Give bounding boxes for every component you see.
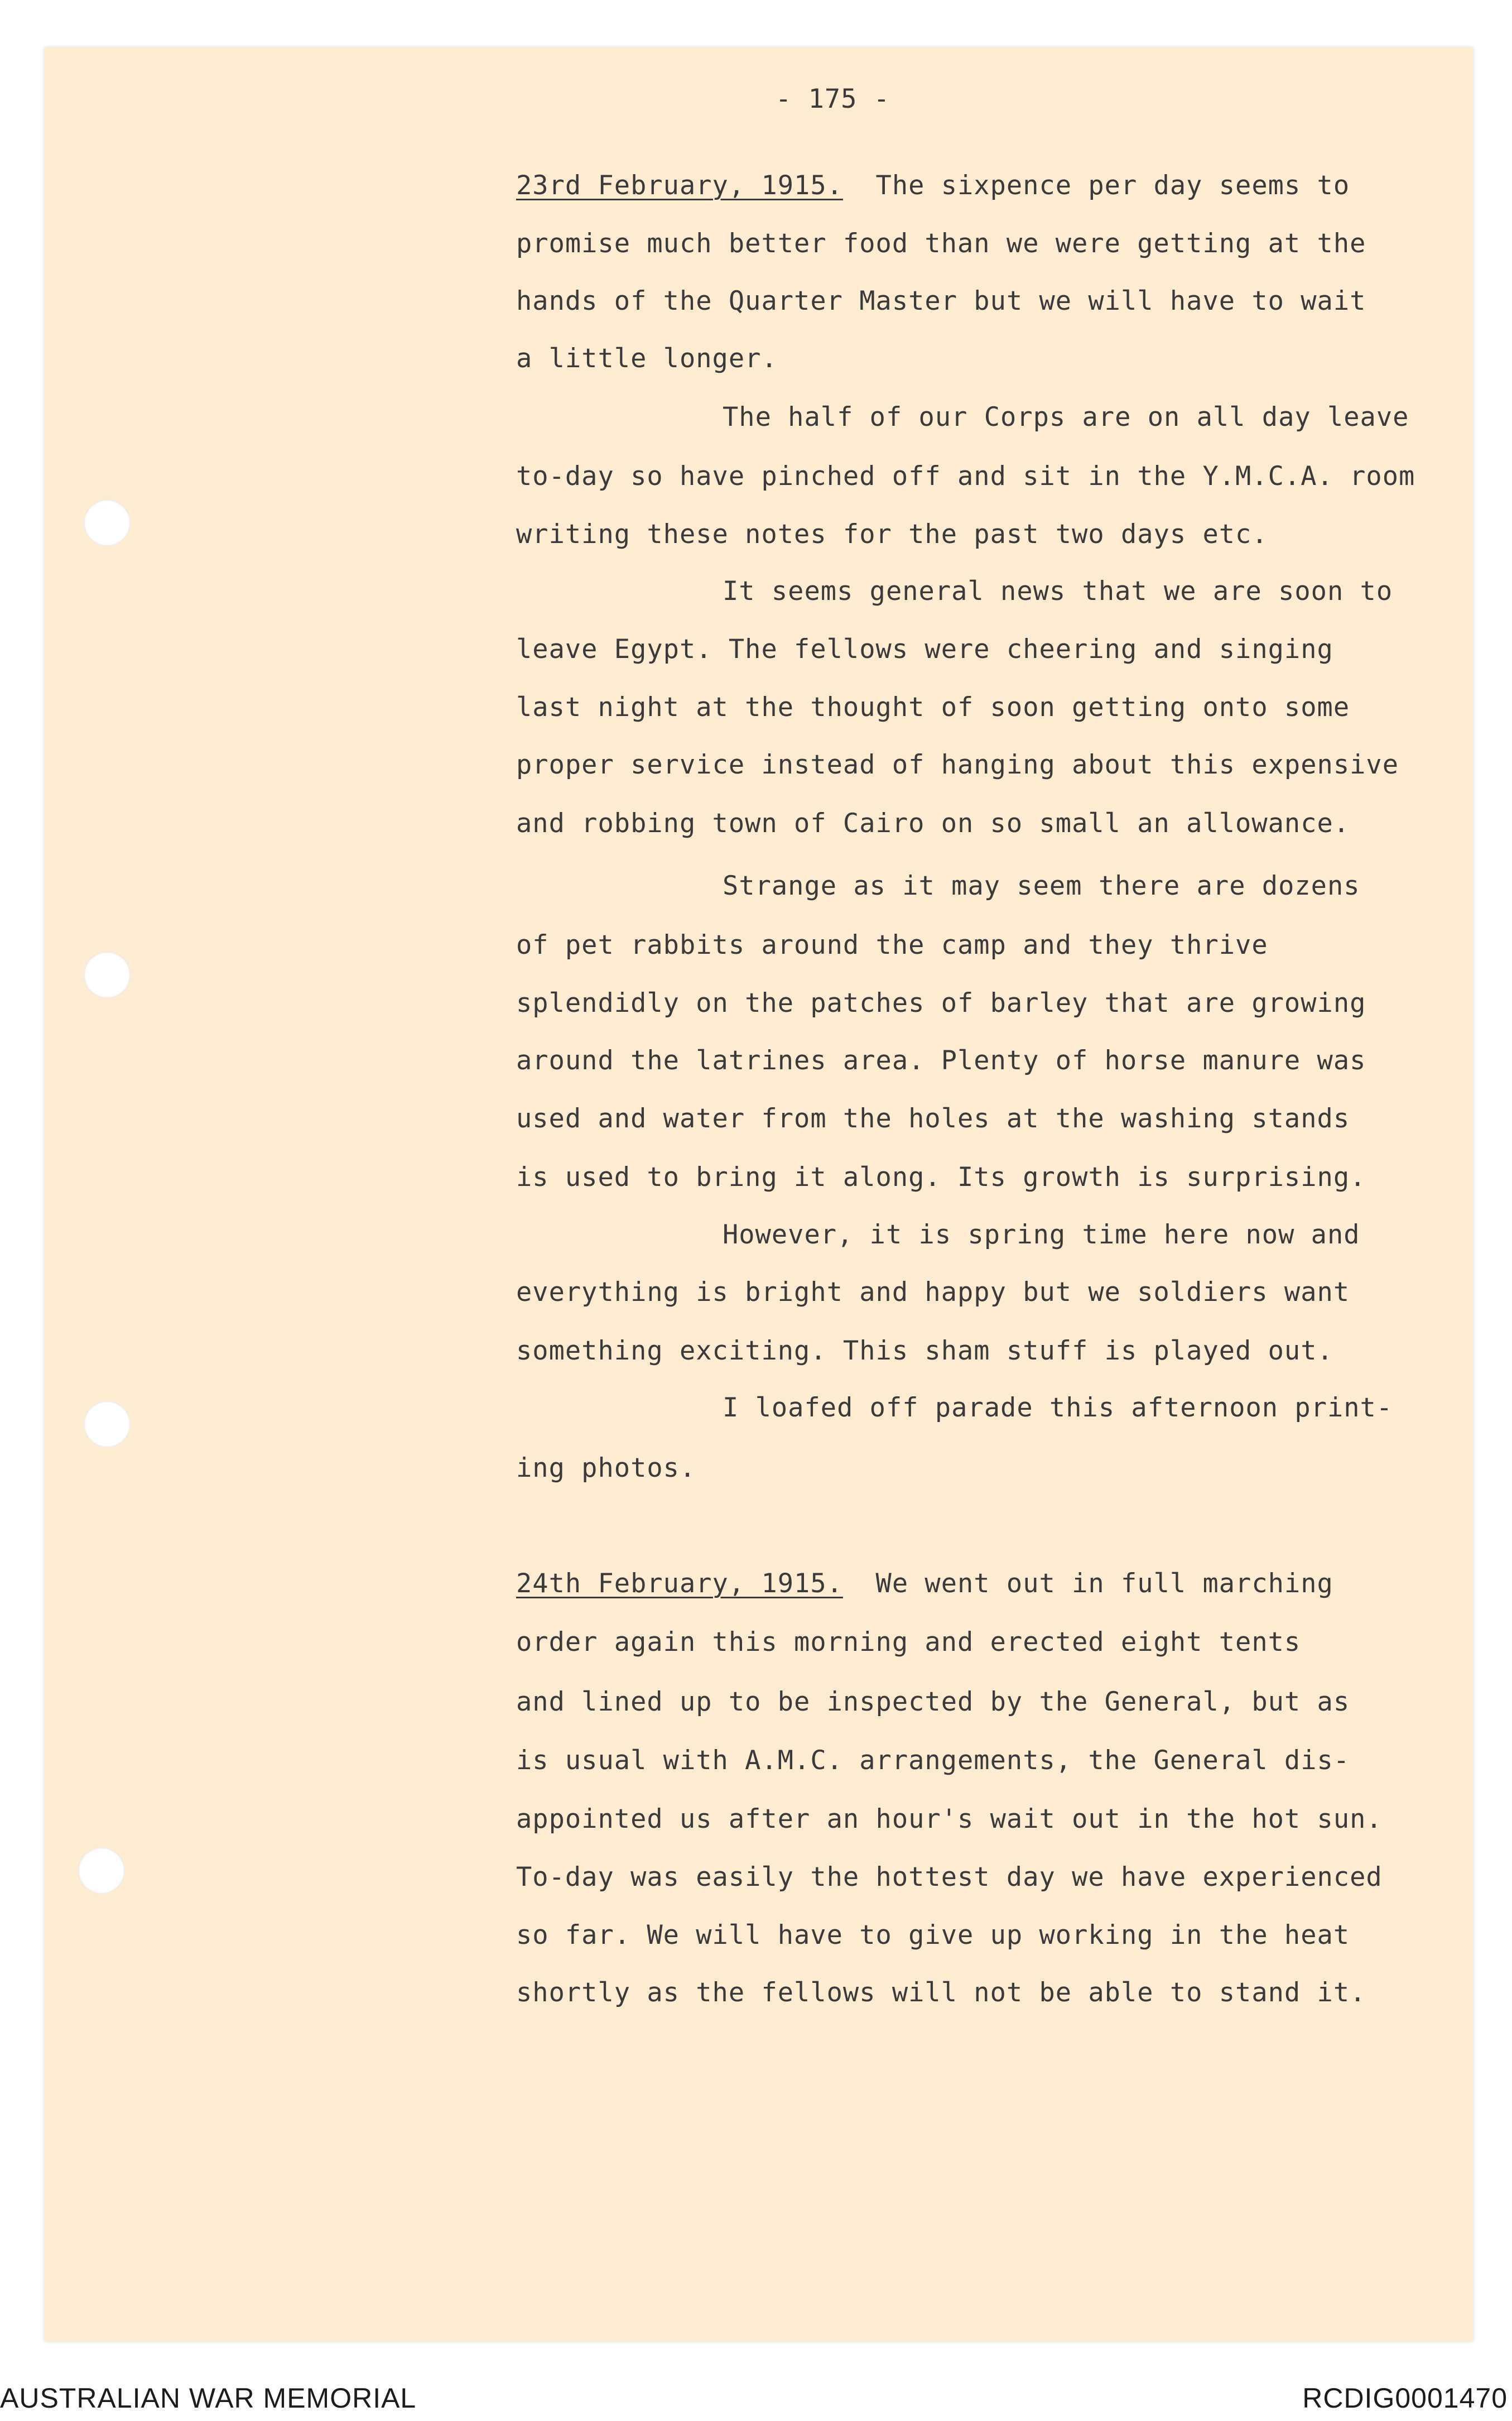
entry-line: ing photos. — [516, 1453, 696, 1483]
entry-line: so far. We will have to give up working in the heat — [516, 1920, 1350, 1951]
archive-id: RCDIG0001470 — [1302, 2382, 1508, 2414]
punch-hole — [84, 952, 131, 998]
entry-line: 24th February, 1915. We went out in full marching — [516, 1568, 1333, 1599]
entry-line: everything is bright and happy but we soldiers want — [516, 1277, 1350, 1308]
entry-line: promise much better food than we were getting at the — [516, 228, 1366, 259]
entry-line: Strange as it may seem there are dozens — [723, 871, 1360, 901]
entry-line: The half of our Corps are on all day leave — [723, 402, 1409, 433]
entry-line: and robbing town of Cairo on so small an allowance. — [516, 808, 1350, 839]
entry-line: To-day was easily the hottest day we have experienced — [516, 1862, 1383, 1892]
entry-line: 23rd February, 1915. The sixpence per day seems to — [516, 170, 1350, 201]
punch-hole — [84, 1401, 131, 1448]
entry-line: is used to bring it along. Its growth is surprising. — [516, 1162, 1366, 1193]
entry-line: order again this morning and erected eight tents — [516, 1627, 1301, 1658]
page-number: - 175 - — [776, 84, 890, 114]
punch-hole — [78, 1847, 125, 1894]
entry-line: It seems general news that we are soon to — [723, 576, 1393, 607]
entry-date: 24th February, 1915. — [516, 1568, 843, 1599]
entry-line: splendidly on the patches of barley that are growing — [516, 988, 1366, 1019]
entry-line: something exciting. This sham stuff is played out. — [516, 1336, 1333, 1366]
entry-line: leave Egypt. The fellows were cheering and singing — [516, 634, 1333, 665]
entry-line: last night at the thought of soon getting onto some — [516, 692, 1350, 723]
punch-hole — [84, 499, 131, 546]
entry-line: writing these notes for the past two days etc. — [516, 519, 1268, 550]
entry-line: around the latrines area. Plenty of horse manure was — [516, 1045, 1366, 1076]
entry-line: and lined up to be inspected by the General, but as — [516, 1687, 1350, 1717]
entry-line: of pet rabbits around the camp and they thrive — [516, 930, 1268, 960]
archive-credit: AUSTRALIAN WAR MEMORIAL — [0, 2382, 417, 2414]
entry-line: shortly as the fellows will not be able to stand it. — [516, 1977, 1366, 2008]
entry-line: used and water from the holes at the washing stands — [516, 1103, 1350, 1134]
entry-line: to-day so have pinched off and sit in the Y.M.C.A. room — [516, 461, 1415, 492]
entry-line: is usual with A.M.C. arrangements, the General dis- — [516, 1745, 1350, 1776]
entry-line: appointed us after an hour's wait out in the hot sun. — [516, 1804, 1383, 1834]
entry-line: I loafed off parade this afternoon print- — [723, 1392, 1393, 1423]
entry-line: hands of the Quarter Master but we will have to wait — [516, 286, 1366, 316]
entry-line: However, it is spring time here now and — [723, 1219, 1360, 1250]
entry-line: proper service instead of hanging about this expensive — [516, 750, 1399, 780]
entry-date: 23rd February, 1915. — [516, 170, 843, 201]
entry-line: a little longer. — [516, 343, 778, 374]
